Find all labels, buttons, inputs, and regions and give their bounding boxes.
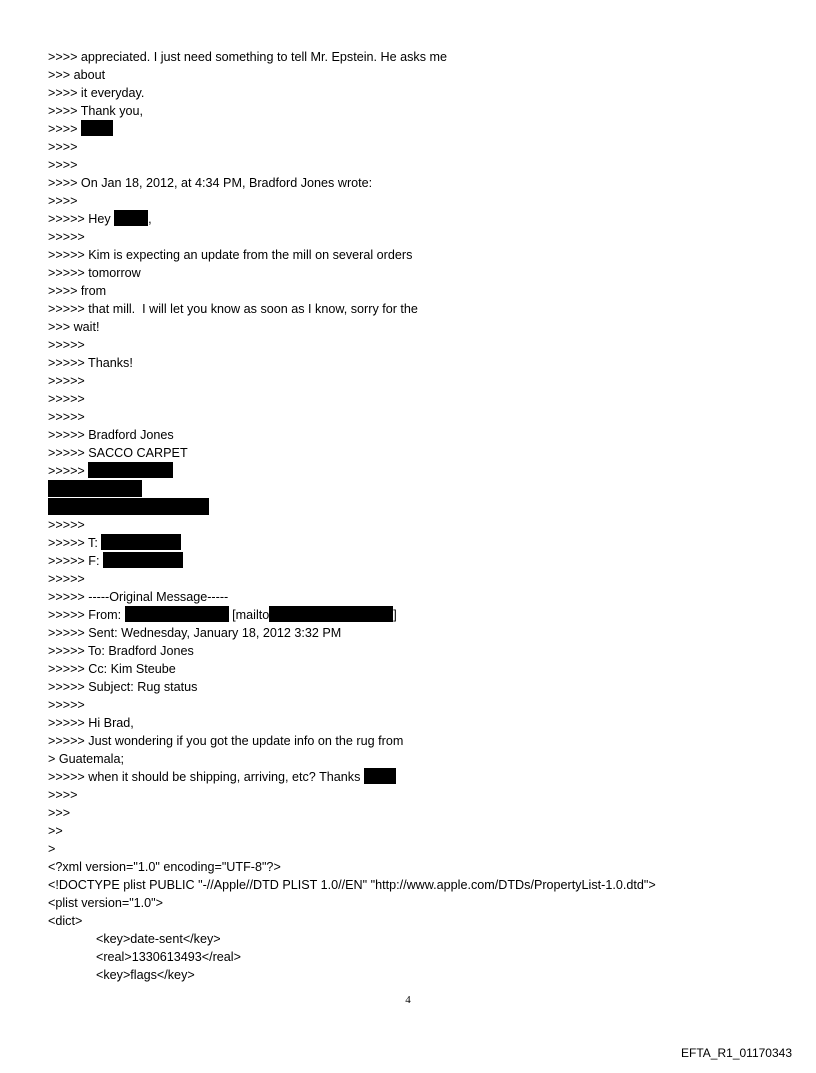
text-line: >>> wait! <box>48 320 100 334</box>
plist-line: <dict> <box>48 914 83 928</box>
plist-line: <!DOCTYPE plist PUBLIC "-//Apple//DTD PLIST 1.0//EN" "http://www.apple.com/DTDs/PropertyList-1.0.dtd"> <box>48 878 656 892</box>
text-fragment: >>>>> <box>48 464 89 478</box>
text-line <box>48 534 788 552</box>
text-line: >>>> <box>48 194 78 208</box>
text-line: >>>>> that mill. I will let you know as soon as I know, sorry for the <box>48 302 418 316</box>
text-line <box>48 498 788 516</box>
text-line: >>>>> Just wondering if you got the update info on the rug from <box>48 734 404 748</box>
redaction-box <box>114 210 148 226</box>
text-line: >>> <box>48 806 71 820</box>
text-line: >>>>> SACCO CARPET <box>48 446 188 460</box>
text-fragment: [mailto <box>228 608 270 622</box>
text-fragment: >>>>> From: <box>48 608 125 622</box>
text-line <box>48 768 788 786</box>
text-line: >>>>> tomorrow <box>48 266 141 280</box>
redaction-box <box>364 768 396 784</box>
redaction-box <box>81 120 113 136</box>
text-line: >>>>> Kim is expecting an update from the mill on several orders <box>48 248 413 262</box>
text-line: >>>> <box>48 788 78 802</box>
plist-line: <real>1330613493</real> <box>96 950 241 964</box>
text-line: >>>> Thank you, <box>48 104 143 118</box>
redaction-box <box>48 480 142 497</box>
page-number: 4 <box>405 994 411 1006</box>
text-fragment: >>>>> when it should be shipping, arriving, etc? Thanks <box>48 770 364 784</box>
text-line <box>48 210 788 228</box>
text-line <box>48 552 788 570</box>
text-line: >>>>> Bradford Jones <box>48 428 174 442</box>
text-line: >>>>> <box>48 230 85 244</box>
text-line: >>>> appreciated. I just need something to tell Mr. Epstein. He asks me <box>48 50 448 64</box>
text-line: >>>> On Jan 18, 2012, at 4:34 PM, Bradford Jones wrote: <box>48 176 373 190</box>
text-line: >>>>> <box>48 410 85 424</box>
redaction-box <box>103 552 183 568</box>
text-line <box>48 606 788 624</box>
text-line: >>>> <box>48 140 78 154</box>
text-line <box>48 462 788 480</box>
plist-line: <plist version="1.0"> <box>48 896 164 910</box>
text-line: >>>> it everyday. <box>48 86 145 100</box>
text-line: >>>>> Subject: Rug status <box>48 680 198 694</box>
bates-number: EFTA_R1_01170343 <box>681 1046 792 1060</box>
text-line <box>48 480 788 498</box>
text-line: >>>>> -----Original Message----- <box>48 590 229 604</box>
redaction-box <box>101 534 181 550</box>
text-line: >>> about <box>48 68 106 82</box>
text-fragment: >>>>> F: <box>48 554 103 568</box>
text-line: >>>>> Cc: Kim Steube <box>48 662 176 676</box>
text-line: >>>> <box>48 158 78 172</box>
text-line: >> <box>48 824 63 838</box>
text-line: > Guatemala; <box>48 752 124 766</box>
document-body <box>48 48 788 984</box>
text-line: >>>>> <box>48 572 85 586</box>
redaction-box <box>269 606 393 622</box>
redaction-box <box>88 462 173 478</box>
text-line <box>48 120 788 138</box>
redaction-box <box>48 498 209 515</box>
text-line: >>>>> <box>48 374 85 388</box>
text-line: >>>>> To: Bradford Jones <box>48 644 194 658</box>
text-line: >>>>> Hi Brad, <box>48 716 134 730</box>
text-line: >>>>> <box>48 338 85 352</box>
text-fragment: ] <box>393 608 397 622</box>
plist-line: <?xml version="1.0" encoding="UTF-8"?> <box>48 860 281 874</box>
text-line: >>>>> <box>48 518 85 532</box>
text-line: >>>>> Thanks! <box>48 356 133 370</box>
text-fragment: >>>>> T: <box>48 536 102 550</box>
text-fragment: >>>>> Hey <box>48 212 115 226</box>
text-line: >>>>> <box>48 392 85 406</box>
text-fragment: >>>> <box>48 122 81 136</box>
plist-line: <key>date-sent</key> <box>96 932 221 946</box>
text-line: >>>>> <box>48 698 85 712</box>
text-line: >>>> from <box>48 284 107 298</box>
redaction-box <box>125 606 229 622</box>
text-fragment: , <box>148 212 152 226</box>
text-line: > <box>48 842 56 856</box>
text-line: >>>>> Sent: Wednesday, January 18, 2012 3:32 PM <box>48 626 342 640</box>
plist-line: <key>flags</key> <box>96 968 195 982</box>
